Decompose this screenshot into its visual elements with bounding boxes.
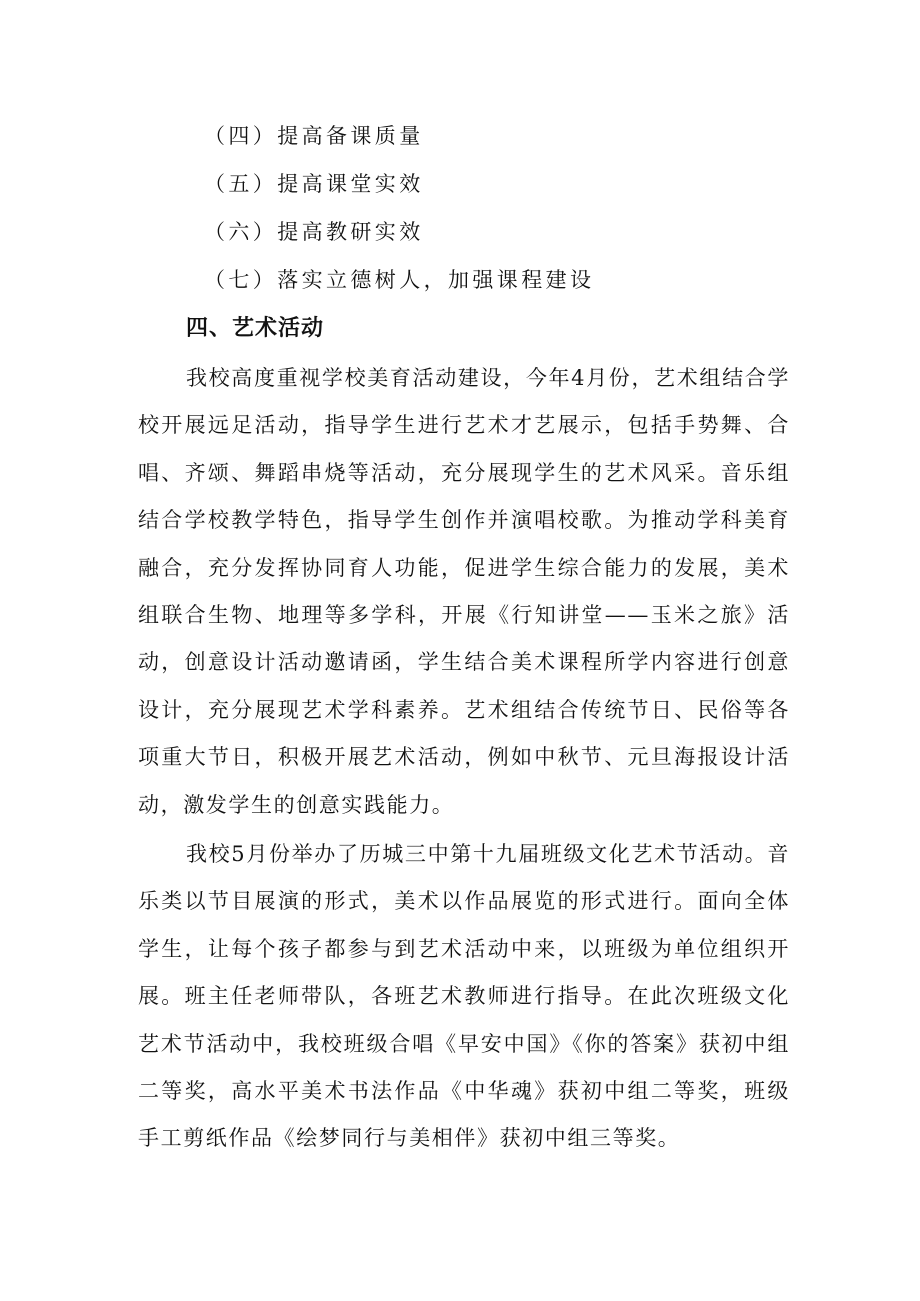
section-heading: 四、艺术活动 (186, 316, 325, 341)
sub-item-5: （五）提高课堂实效 (204, 172, 424, 196)
sub-item-7: （七）落实立德树人，加强课程建设 (204, 268, 595, 292)
paragraph-art-festival: 我校5月份举办了历城三中第十九届班级文化艺术节活动。音乐类以节目展演的形式，美术以作品展览的形式进行。面向全体学生，让每个孩子都参与到艺术活动中来，以班级为单位组织开展。班主任老师带队，各班艺术教师进行指导。在此次班级文化艺术节活动中，我校班级合唱《早安中国》《你的答案》获初中组二等奖，高水平美术书法作品《中华魂》获初中组二等奖，班级手工剪纸作品《绘梦同行与美相伴》获初中组三等奖。 (138, 842, 790, 1151)
sub-item-6: （六）提高教研实效 (204, 220, 424, 244)
paragraph-art-activities: 我校高度重视学校美育活动建设，今年4月份，艺术组结合学校开展远足活动，指导学生进行艺术才艺展示，包括手势舞、合唱、齐颂、舞蹈串烧等活动，充分展现学生的艺术风采。音乐组结合学校教学特色，指导学生创作并演唱校歌。为推动学科美育融合，充分发挥协同育人功能，促进学生综合能力的发展，美术组联合生物、地理等多学科，开展《行知讲堂——玉米之旅》活动，创意设计活动邀请函，学生结合美术课程所学内容进行创意设计，充分展现艺术学科素养。艺术组结合传统节日、民俗等各项重大节日，积极开展艺术活动，例如中秋节、元旦海报设计活动，激发学生的创意实践能力。 (138, 366, 790, 817)
sub-item-4: （四）提高备课质量 (204, 124, 424, 148)
